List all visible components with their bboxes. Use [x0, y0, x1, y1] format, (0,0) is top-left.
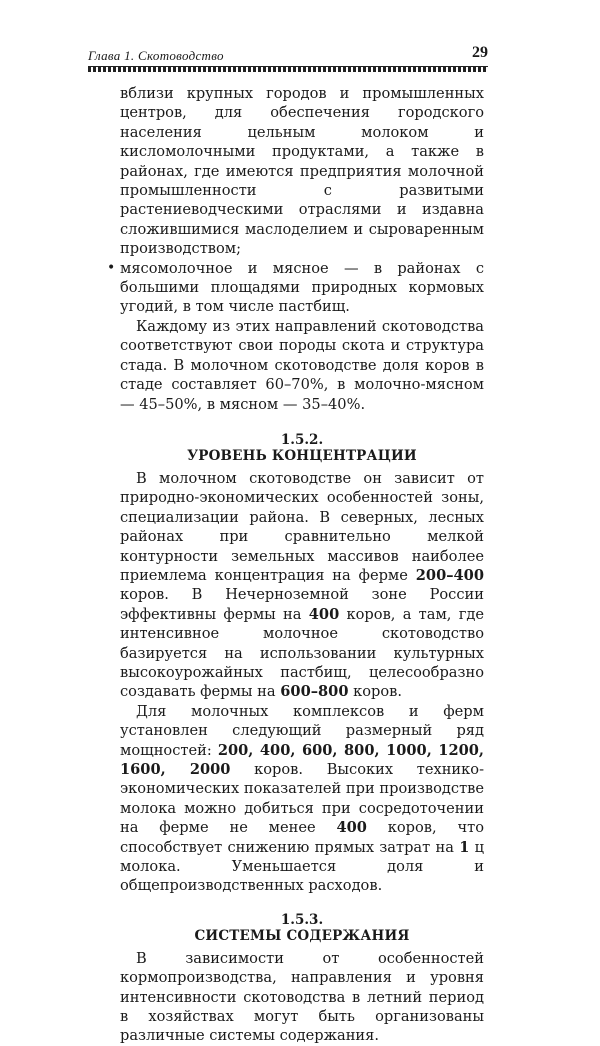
bullet-icon: • — [107, 259, 116, 276]
section-heading — [120, 432, 484, 464]
page-number: 29 — [472, 44, 488, 61]
header-rule — [88, 66, 488, 72]
section-number: 1.5.2. — [280, 431, 324, 448]
section-heading — [120, 912, 484, 944]
bold-number: 400 — [308, 605, 340, 623]
text-run: В молочном скотоводстве он зависит от природно-экономических особенностей зоны, специализации района. В северных, лесных районах при сравнительно мелкой контурности земельных массивов наиболее приемлема концентрация на ферме — [120, 469, 484, 584]
text-run: ц молока. Уменьшается доля и общепроизводственных расходов. — [120, 838, 485, 895]
paragraph: В зависимости от особенностей кормопроизводства, направления и уровня интенсивности скотоводства в летний период в хозяйствах могут быть организованы различные системы содержания. — [120, 949, 484, 1045]
chapter-title: Глава 1. Скотоводство — [88, 48, 224, 63]
bold-number: 200–400 — [415, 566, 484, 584]
paragraph — [120, 469, 484, 702]
list-item-text: мясомолочное и мясное — в районах с большими площадями природных кормовых угодий, в том числе пастбищ. — [120, 259, 484, 316]
text-run: коров. Высоких технико-экономических показателей при производстве молока можно добиться при сосредоточении на ферме не менее — [120, 761, 484, 837]
text-run: коров, что способствует снижению прямых затрат на — [120, 819, 484, 856]
section-title: УРОВЕНЬ КОНЦЕНТРАЦИИ — [187, 447, 417, 464]
list-item — [107, 259, 484, 317]
bold-number: 1 — [459, 838, 470, 856]
section-number: 1.5.3. — [280, 911, 324, 928]
bold-number: 200, 400, 600, 800, 1000, 1200, 1600, 2000 — [120, 741, 484, 778]
text-run: Для молочных комплексов и ферм установлен следующий размерный ряд мощностей: — [120, 702, 484, 759]
text-run: коров. — [348, 683, 403, 701]
paragraph: Каждому из этих направлений скотоводства соответствуют свои породы скота и структура стада. В молочном скотоводстве доля коров в стаде составляет 60–70%, в молочно-мясном — 45–50%, в мясном — 35–40%. — [120, 317, 484, 413]
page-body — [107, 84, 485, 1046]
paragraph — [120, 702, 484, 896]
text-run: коров, а там, где интенсивное молочное скотоводство базируется на использовании культурных высокоурожайных пастбищ, целесообразно создавать фермы на — [120, 605, 484, 701]
running-header — [88, 44, 488, 66]
section-title: СИСТЕМЫ СОДЕРЖАНИЯ — [194, 927, 410, 944]
text-run: коров. В Нечерноземной зоне России эффективны фермы на — [120, 586, 484, 623]
paragraph-continued: вблизи крупных городов и промышленных центров, для обеспечения городского населения цельным молоком и кисломолочными продуктами, а также в районах, где имеются предприятия молочной промышленности с развитыми растениеводческими отраслями и издавна сложившимися маслоделием и сыроваренным производством; — [120, 85, 484, 258]
bold-number: 600–800 — [280, 683, 349, 701]
bold-number: 400 — [336, 819, 367, 837]
